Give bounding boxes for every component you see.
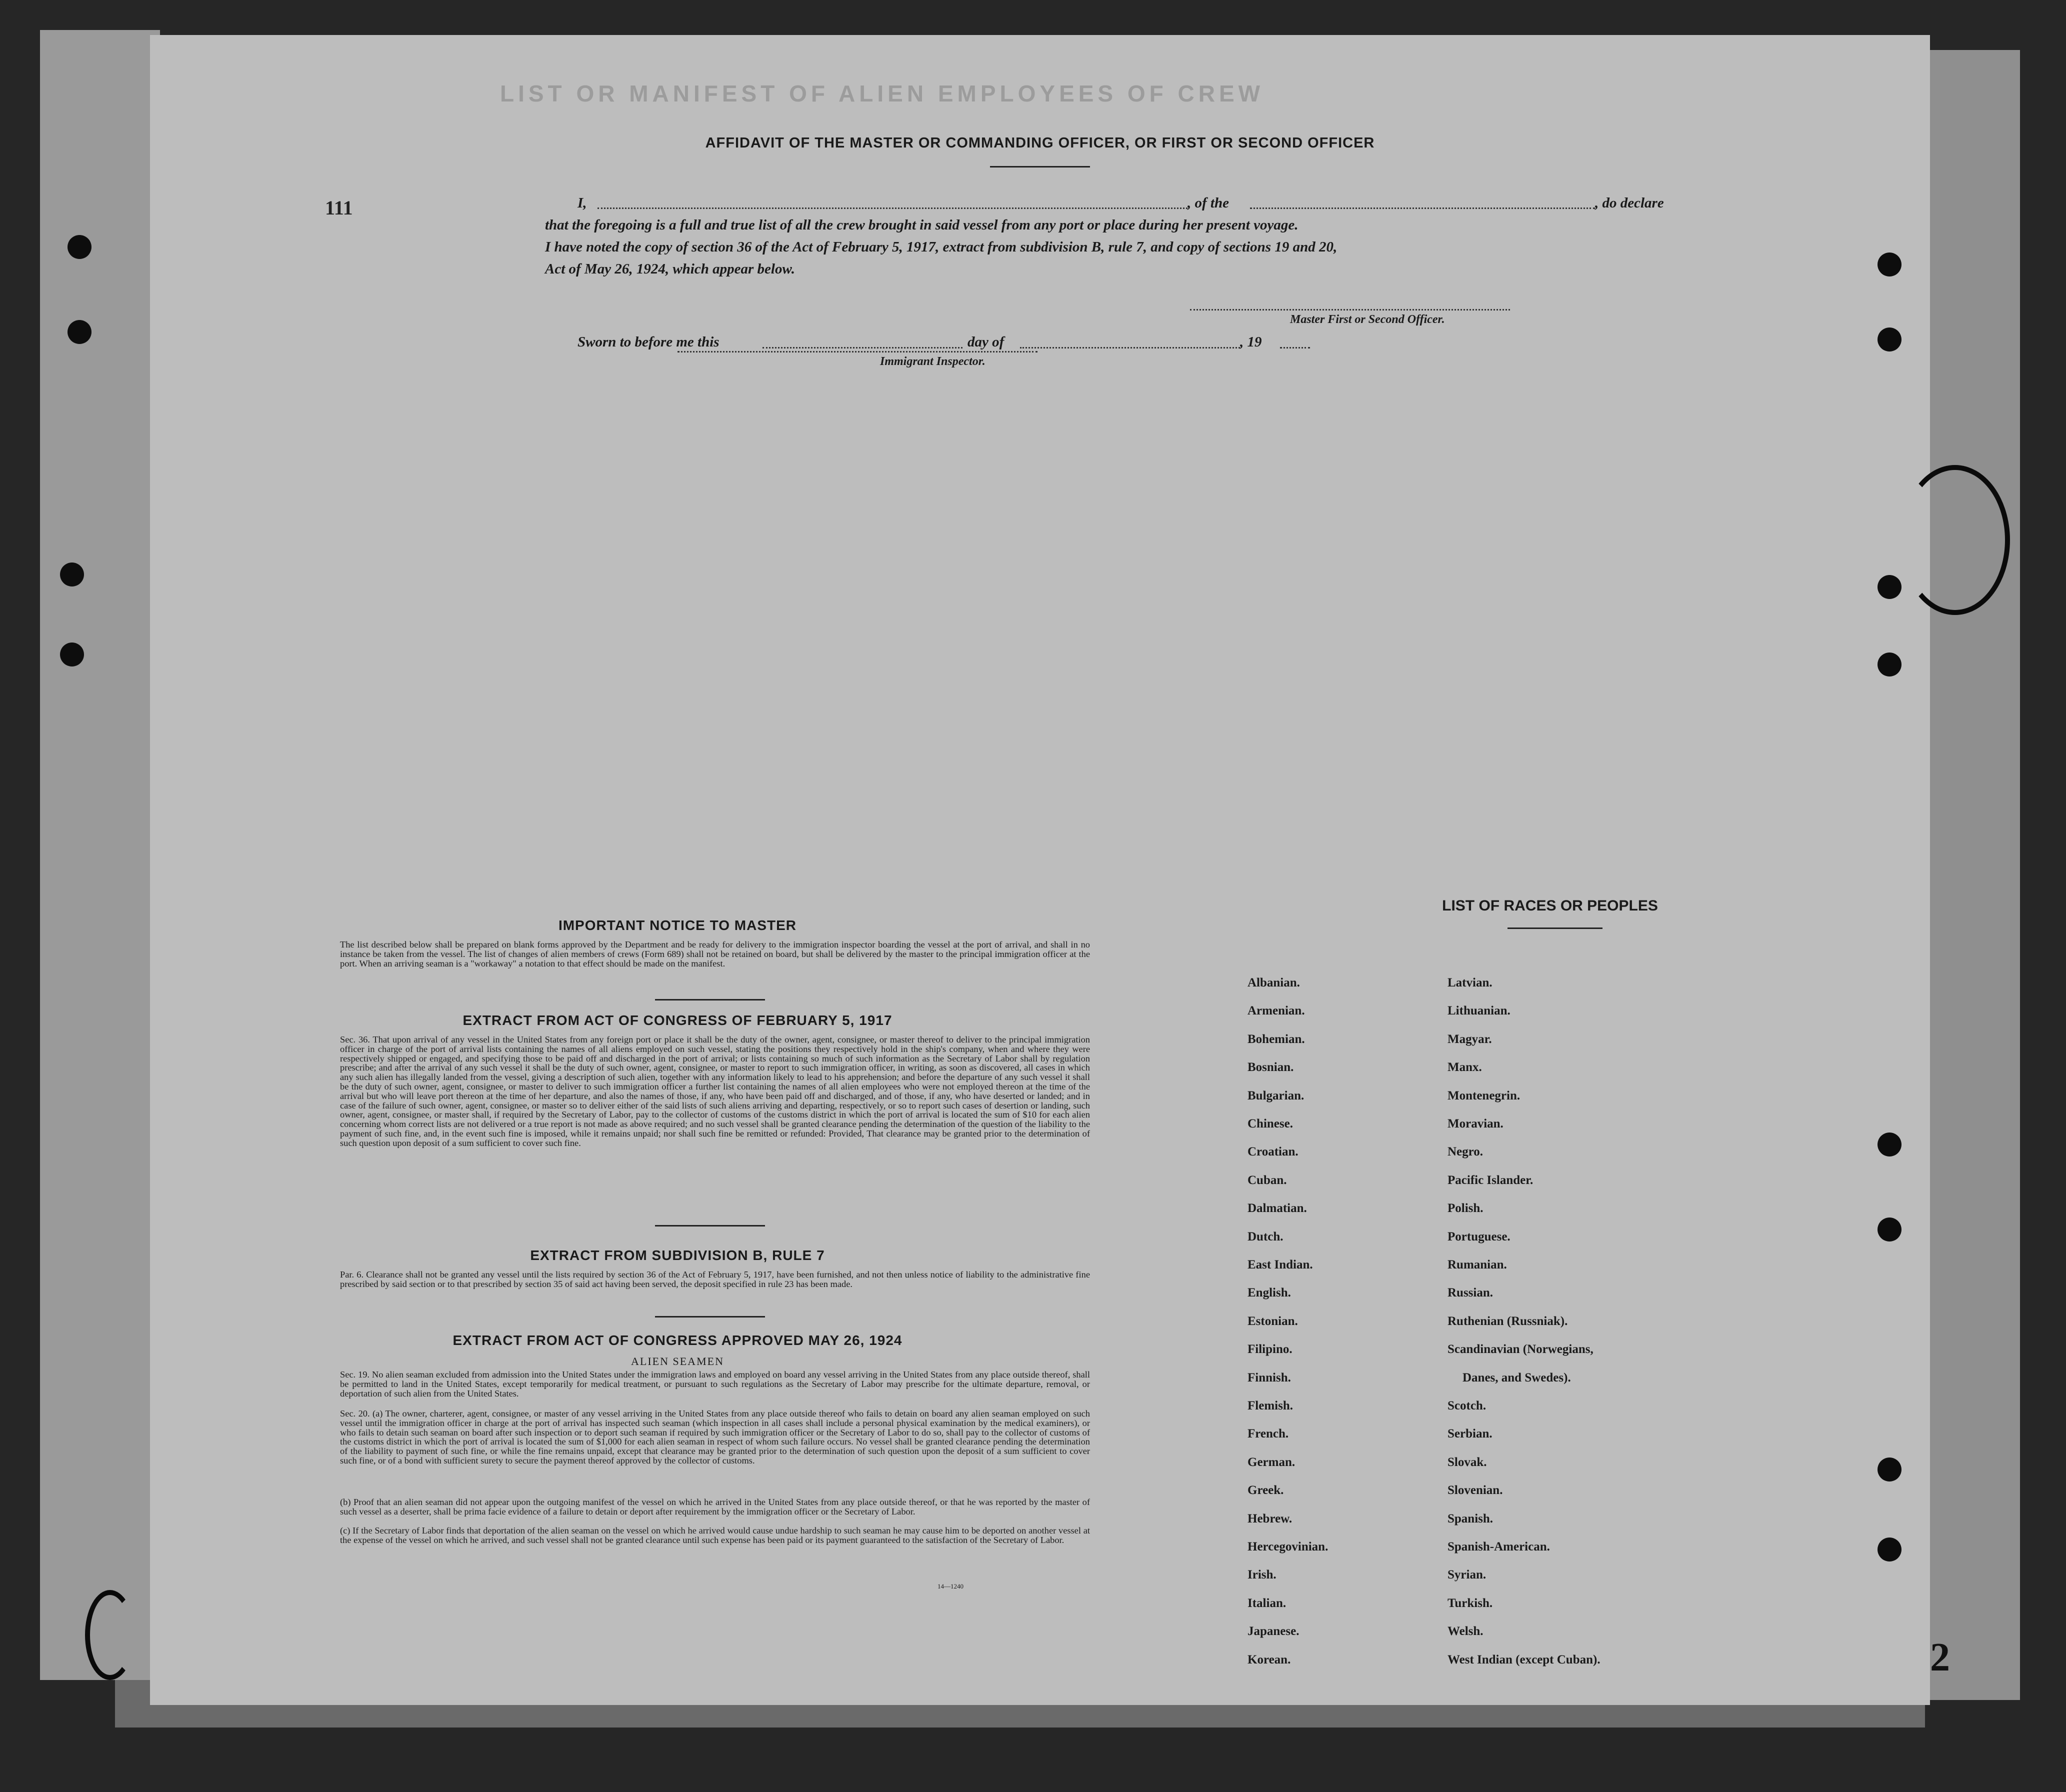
race-entry: Hercegovinian. bbox=[1248, 1540, 1328, 1554]
races-title: LIST OF RACES OR PEOPLES bbox=[1442, 898, 1658, 914]
race-entry: Finnish. bbox=[1248, 1370, 1291, 1384]
punch-hole bbox=[60, 562, 84, 586]
punch-hole bbox=[1878, 652, 1902, 676]
race-entry: Polish. bbox=[1448, 1202, 1484, 1216]
race-entry: Bulgarian. bbox=[1248, 1088, 1304, 1102]
extract-1917-title: EXTRACT FROM ACT OF CONGRESS OF FEBRUARY 5, 1917 bbox=[462, 1012, 892, 1028]
race-entry: Russian. bbox=[1448, 1286, 1494, 1300]
handwritten-corner-mark: 2 bbox=[1930, 1636, 1950, 1680]
race-entry: West Indian (except Cuban). bbox=[1448, 1652, 1600, 1666]
race-entry: Armenian. bbox=[1248, 1004, 1305, 1018]
affidavit-line-4: Act of May 26, 1924, which appear below. bbox=[545, 261, 795, 277]
manifest-page bbox=[150, 35, 1930, 1705]
race-entry: Italian. bbox=[1248, 1596, 1286, 1610]
sec-20c-text: (c) If the Secretary of Labor finds that deportation of the alien seaman on the vessel on which he arrived would cause undue hardship to such seaman he may cause him to be deported on another vessel at the expense of the vessel on which he arrived, and such vessel shall not be granted clearance until such expense has been paid or its payment guaranteed to the satisfaction of the Secretary of Labor. bbox=[340, 1526, 1090, 1545]
race-entry: Chinese. bbox=[1248, 1117, 1293, 1130]
race-entry: Magyar. bbox=[1448, 1032, 1492, 1046]
race-entry: Japanese. bbox=[1248, 1624, 1300, 1638]
affidavit-declare: , do declare bbox=[1595, 195, 1664, 211]
race-entry: Greek. bbox=[1248, 1484, 1284, 1498]
race-entry: Latvian. bbox=[1448, 976, 1492, 990]
section-rule bbox=[655, 1316, 765, 1318]
sec-19-text: Sec. 19. No alien seaman excluded from admission into the United States under the immigration laws and employed on board any vessel arriving in the United States from any place outside thereof, shall be permitted to land in the United States, except temporarily for medical treatment, or pursuant to such regulations as the Secretary of Labor may prescribe for the ultimate departure, removal, or deportation of such alien from the United States. bbox=[340, 1370, 1090, 1398]
affidavit-of-the: , of the bbox=[1188, 195, 1229, 211]
race-entry: Lithuanian. bbox=[1448, 1004, 1510, 1018]
punch-hole bbox=[1878, 252, 1902, 276]
punch-hole bbox=[68, 320, 92, 344]
race-entry: Danes, and Swedes). bbox=[1462, 1370, 1571, 1384]
sworn-day-line bbox=[762, 347, 962, 348]
sworn-day-of: day of bbox=[968, 334, 1004, 350]
sworn-month-line bbox=[1020, 347, 1240, 348]
race-entry: Ruthenian (Russniak). bbox=[1448, 1314, 1568, 1328]
inspector-signature-line bbox=[678, 351, 1038, 352]
title-rule bbox=[990, 166, 1090, 168]
punch-hole bbox=[1878, 1218, 1902, 1242]
affidavit-line-3: I have noted the copy of section 36 of the Act of February 5, 1917, extract from subdivision B, rule 7, and copy of sections 19 and 20, bbox=[545, 239, 1338, 255]
punch-hole bbox=[1878, 328, 1902, 352]
race-entry: Hebrew. bbox=[1248, 1512, 1292, 1526]
sworn-year-line bbox=[1280, 347, 1310, 348]
race-entry: Turkish. bbox=[1448, 1596, 1493, 1610]
race-entry: Slovak. bbox=[1448, 1455, 1487, 1469]
extract-rule7-title: EXTRACT FROM SUBDIVISION B, RULE 7 bbox=[530, 1248, 825, 1263]
alien-seamen-subtitle: ALIEN SEAMEN bbox=[631, 1355, 724, 1368]
affidavit-i: I, bbox=[578, 195, 587, 211]
sworn-prefix: Sworn to before me this bbox=[578, 334, 720, 350]
race-entry: Serbian. bbox=[1448, 1427, 1492, 1441]
punch-hole bbox=[1878, 1132, 1902, 1156]
inspector-signature-label: Immigrant Inspector. bbox=[880, 355, 986, 368]
notice-title: IMPORTANT NOTICE TO MASTER bbox=[558, 918, 797, 933]
race-entry: Rumanian. bbox=[1448, 1258, 1507, 1272]
race-entry: Manx. bbox=[1448, 1060, 1482, 1074]
left-paper-edge bbox=[40, 30, 160, 1680]
race-entry: Albanian. bbox=[1248, 976, 1300, 990]
affidavit-line-2: that the foregoing is a full and true list of all the crew brought in said vessel from any port or place during her present voyage. bbox=[545, 217, 1298, 233]
race-entry: Welsh. bbox=[1448, 1624, 1484, 1638]
punch-hole bbox=[1878, 1538, 1902, 1562]
race-entry: Scotch. bbox=[1448, 1399, 1486, 1412]
extract-1924-title: EXTRACT FROM ACT OF CONGRESS APPROVED MAY 26, 1924 bbox=[452, 1332, 902, 1348]
race-entry: German. bbox=[1248, 1455, 1296, 1469]
punch-hole bbox=[60, 642, 84, 666]
punch-hole bbox=[68, 235, 92, 259]
race-entry: East Indian. bbox=[1248, 1258, 1313, 1272]
races-title-rule bbox=[1508, 928, 1602, 929]
race-entry: Moravian. bbox=[1448, 1117, 1504, 1130]
race-entry: Irish. bbox=[1248, 1568, 1276, 1582]
race-entry: Dutch. bbox=[1248, 1230, 1284, 1244]
race-entry: Flemish. bbox=[1248, 1399, 1293, 1412]
race-entry: Filipino. bbox=[1248, 1342, 1292, 1356]
section-rule bbox=[655, 1225, 765, 1226]
race-entry: Negro. bbox=[1448, 1145, 1484, 1159]
race-entry: Korean. bbox=[1248, 1652, 1291, 1666]
form-number: 14—1240 bbox=[938, 1582, 964, 1590]
right-paper-edge bbox=[1930, 50, 2020, 1700]
race-entry: Cuban. bbox=[1248, 1173, 1287, 1187]
punch-hole bbox=[1878, 575, 1902, 599]
race-entry: Montenegrin. bbox=[1448, 1088, 1520, 1102]
affidavit-title: AFFIDAVIT OF THE MASTER OR COMMANDING OFFICER, OR FIRST OR SECOND OFFICER bbox=[705, 135, 1375, 151]
race-entry: Scandinavian (Norwegians, bbox=[1448, 1342, 1594, 1356]
race-entry: Syrian. bbox=[1448, 1568, 1486, 1582]
race-entry: Bohemian. bbox=[1248, 1032, 1305, 1046]
vessel-field-line bbox=[1250, 208, 1595, 209]
notice-text: The list described below shall be prepared on blank forms approved by the Department and be ready for delivery to the immigration inspector boarding the vessel at the port of arrival, and shall in no instance be taken from the vessel. The list of changes of alien members of crews (Form 689) shall not be retained on board, but shall be delivered by the master to the principal immigration officer at the port. When an arriving seaman is a "workaway" a notation to that effect should be made on the manifest. bbox=[340, 940, 1090, 968]
section-rule bbox=[655, 999, 765, 1000]
bleed-through-header: LIST OR MANIFEST OF ALIEN EMPLOYEES OF CREW bbox=[500, 80, 1264, 106]
extract-1917-text: Sec. 36. That upon arrival of any vessel in the United States from any foreign port or place it shall be the duty of the owner, agent, consignee, or master thereof to deliver to the principal immigration officer in charge of the port of arrival lists containing the names of all aliens employed on such vessel, stating the positions they respectively hold in the ship's company, when and where they were respectively shipped or engaged, and specifying those to be paid off and discharged in the port of arrival; or lists containing so much of such information as the Secretary of Labor shall by regulation prescribe; and after the arrival of any such vessel it shall be the duty of such owner, agent, consignee, or master to report to such immigration officer, in writing, as soon as discovered, all cases in which any such alien has illegally landed from the vessel, giving a description of such alien, together with any information likely to lead to his apprehension; and before the departure of any such vessel it shall be the duty of such owner, agent, consignee, or master to deliver to such immigration officer a further list containing the names of all alien employees who were not employed thereon at the time of the arrival but who will leave port thereon at the time of her departure, and also the names of those, if any, who have been paid off and discharged, and of those, if any, who have deserted or landed; and in case of the failure of such owner, agent, consignee, or master so to deliver either of the said lists of such aliens arriving and departing, respectively, or so to report such cases of desertion or landing, such owner, agent, consignee, or master shall, if required by the Secretary of Labor, pay to the collector of customs of the customs district in which the port of arrival is located the sum of $10 for each alien concerning whom correct lists are not delivered or a true report is not made as above required; and no such vessel shall be granted clearance pending the determination of the question of the liability to the payment of such fine, and, in the event such fine is imposed, while it remains unpaid; nor shall such fine be remitted or refunded: Provided, That clearance may be granted prior to the determination of such question upon deposit of a sum sufficient to cover such fine. bbox=[340, 1034, 1090, 1148]
race-entry: Estonian. bbox=[1248, 1314, 1298, 1328]
race-entry: English. bbox=[1248, 1286, 1291, 1300]
race-entry: Pacific Islander. bbox=[1448, 1173, 1534, 1187]
race-entry: Slovenian. bbox=[1448, 1484, 1503, 1498]
handwritten-circle-mark bbox=[1900, 465, 2010, 615]
sec-20a-text: Sec. 20. (a) The owner, charterer, agent, consignee, or master of any vessel arriving in the United States from any place outside thereof who fails to detain on board any alien seaman employed on such vessel until the immigration officer in charge at the port of arrival has inspected such seaman (which inspection in all cases shall include a personal physical examination by the medical examiners), or who fails to detain such seaman on board after such inspection or to deport such seaman if required by such immigration officer or the Secretary of Labor to do so, shall pay to the collector of customs of the customs district in which the port of arrival is located the sum of $1,000 for each alien seaman in respect of whom such failure occurs. No vessel shall be granted clearance pending the determination of the liability to payment of such fine, or while the fine remains unpaid, except that clearance may be granted prior to the determination of such question upon the deposit of a sum sufficient to cover such fine, or of a bond with sufficient surety to secure the payment thereof approved by the collector of customs. bbox=[340, 1408, 1090, 1466]
master-signature-line bbox=[1190, 309, 1510, 310]
name-field-line bbox=[598, 208, 1188, 209]
master-signature-label: Master First or Second Officer. bbox=[1290, 313, 1445, 326]
punch-hole bbox=[1878, 1458, 1902, 1482]
race-entry: Spanish. bbox=[1448, 1512, 1494, 1526]
race-entry: Bosnian. bbox=[1248, 1060, 1294, 1074]
race-entry: Spanish-American. bbox=[1448, 1540, 1550, 1554]
race-entry: Croatian. bbox=[1248, 1145, 1298, 1159]
sec-20b-text: (b) Proof that an alien seaman did not appear upon the outgoing manifest of the vessel on which he arrived in the United States from any place outside thereof, or that he was reported by the master of such vessel as a deserter, shall be prima facie evidence of a failure to detain or deport after requirement by the immigration officer or the Secretary of Labor. bbox=[340, 1497, 1090, 1516]
race-entry: French. bbox=[1248, 1427, 1289, 1441]
extract-rule7-text: Par. 6. Clearance shall not be granted any vessel until the lists required by section 36 of the Act of February 5, 1917, have been furnished, and not then unless notice of liability to the administrative fine prescribed by said section or to that prescribed by section 35 of said act having been served, the deposit specified in rule 23 has been made. bbox=[340, 1270, 1090, 1289]
margin-mark: 111 bbox=[325, 196, 353, 219]
race-entry: Portuguese. bbox=[1448, 1230, 1510, 1244]
race-entry: Dalmatian. bbox=[1248, 1202, 1307, 1216]
sworn-year: , 19 bbox=[1240, 334, 1262, 350]
handwritten-left-stroke bbox=[85, 1590, 135, 1680]
